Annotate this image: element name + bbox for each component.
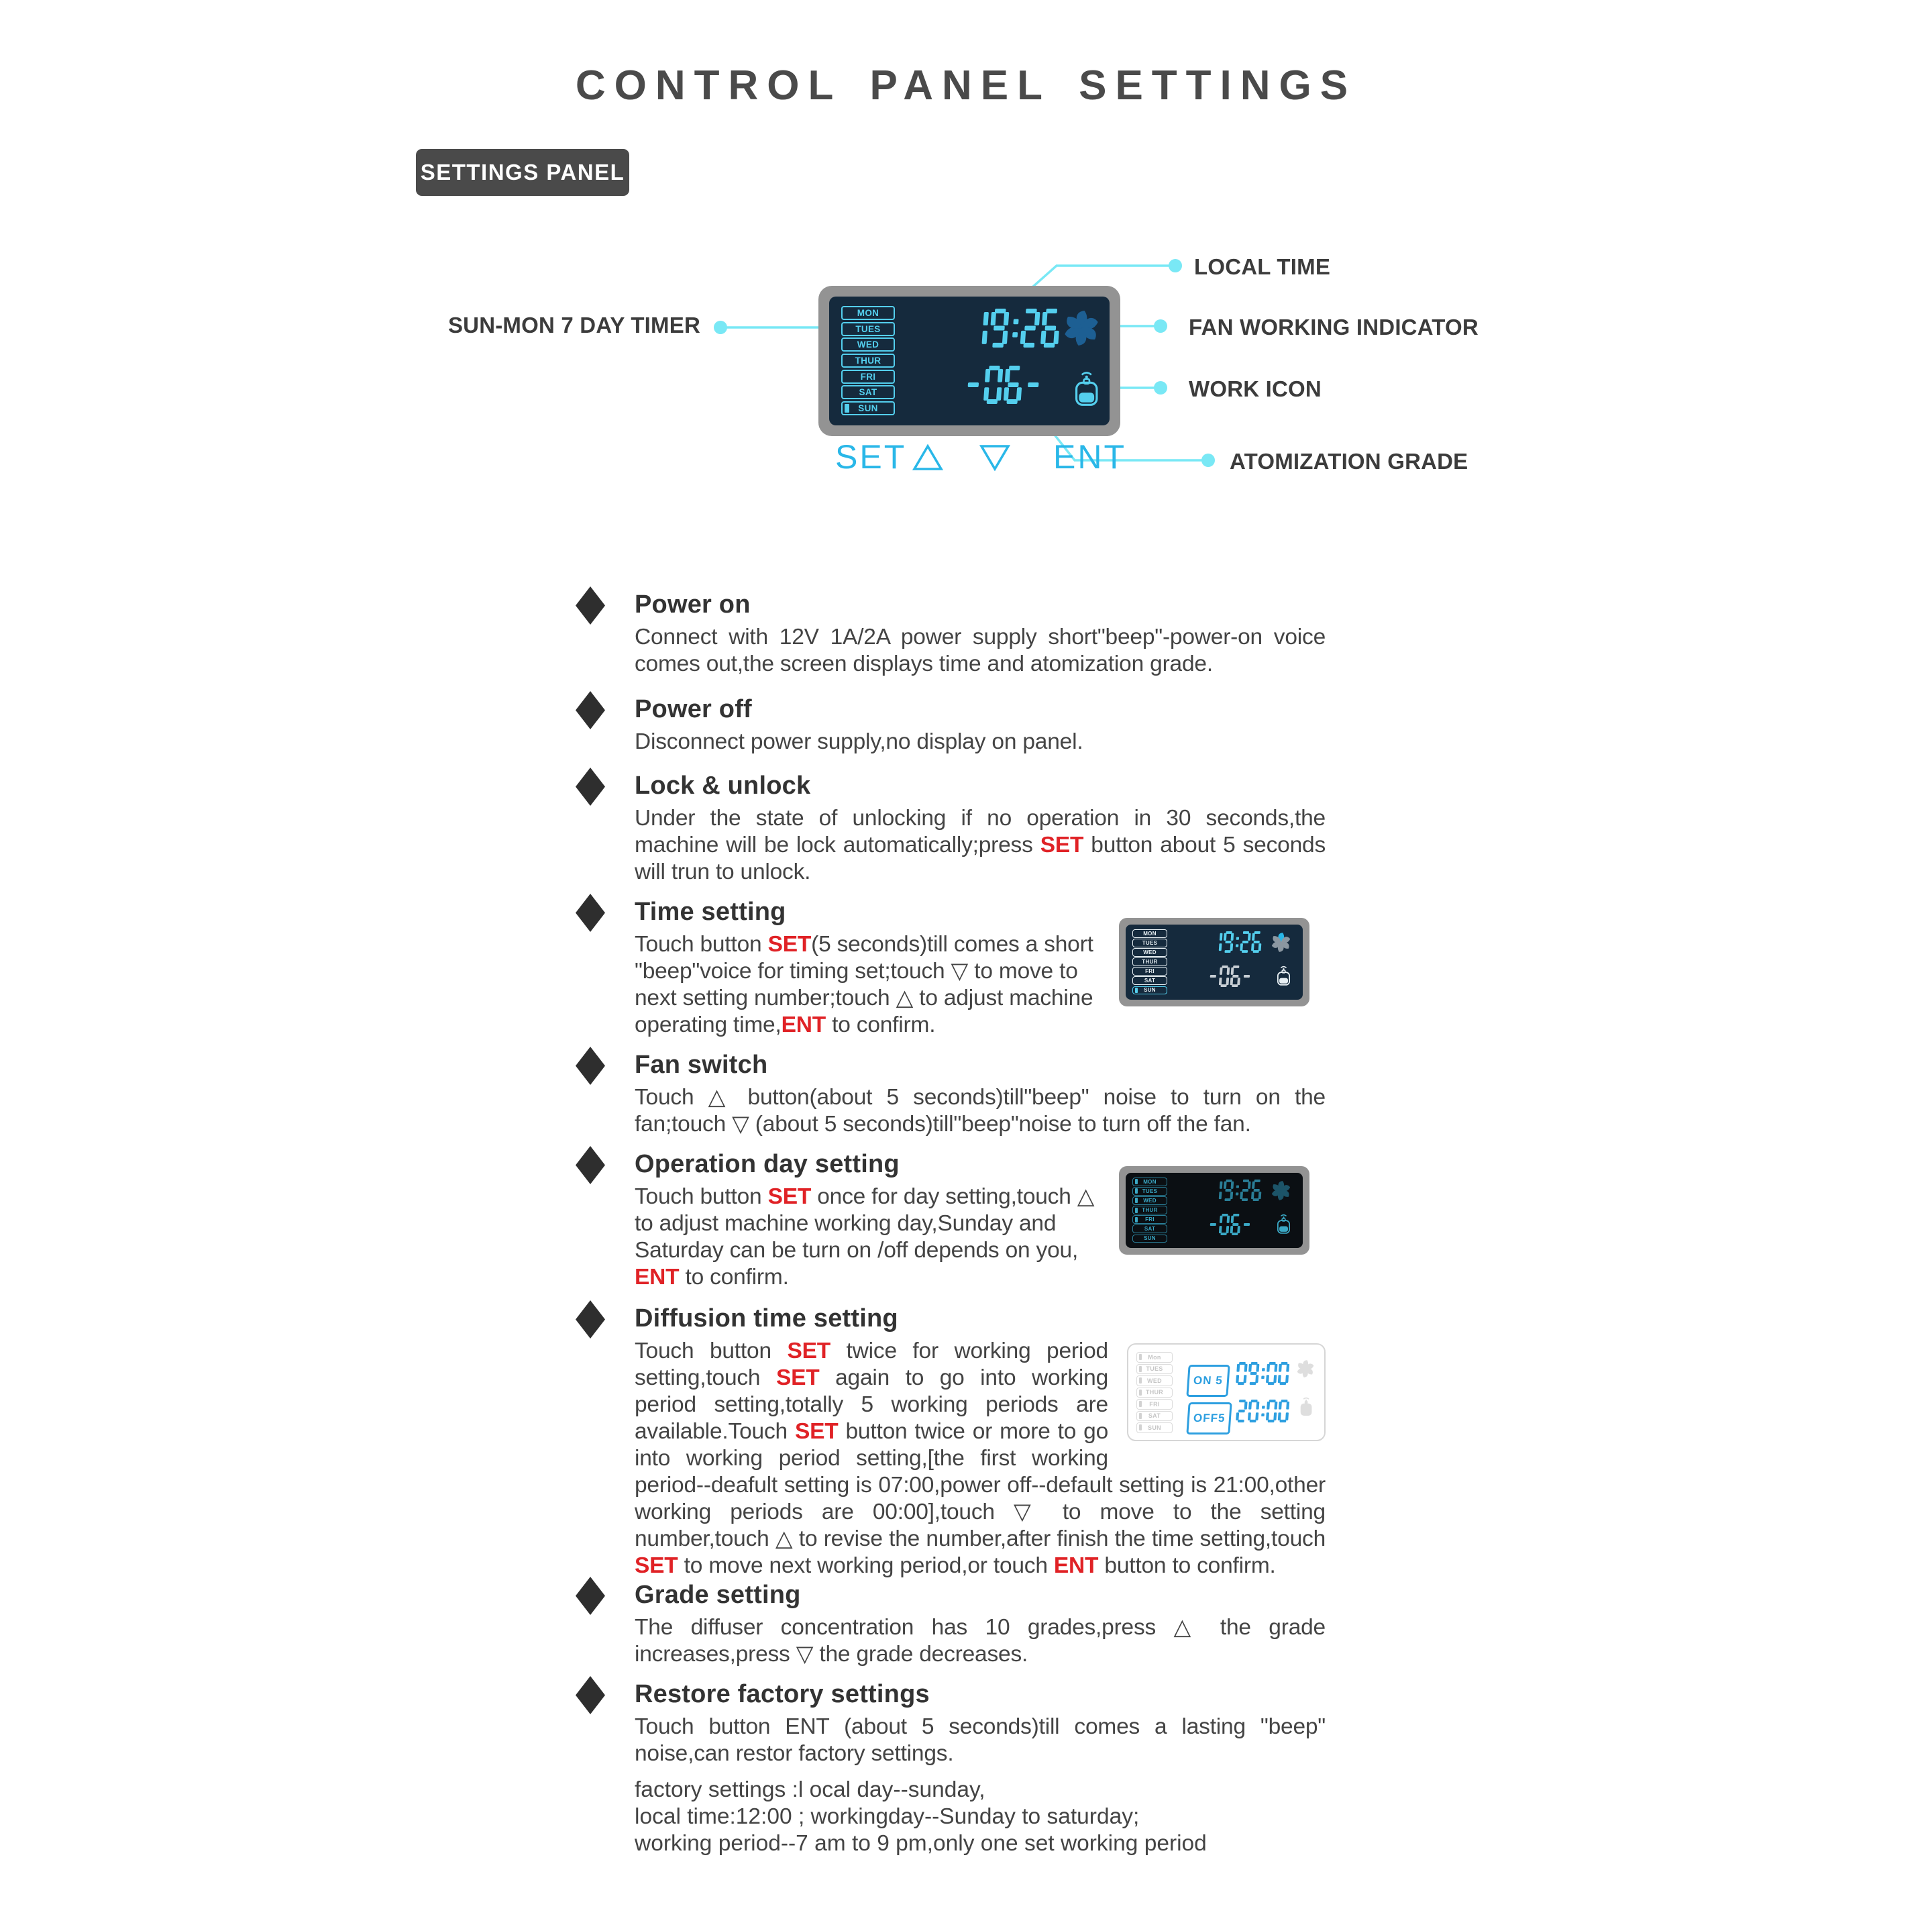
fan-working-indicator: [1271, 932, 1291, 953]
factory-note-line: local time:12:00 ; workingday--Sunday to saturday;: [635, 1804, 1140, 1829]
diamond-bullet: [576, 894, 605, 932]
day-box-sun: [1132, 986, 1167, 995]
local-time-digits: [1212, 931, 1265, 953]
fan-icon: [1296, 1359, 1315, 1378]
diamond-bullet: [576, 1300, 605, 1339]
work-icon-wrap: [1275, 964, 1293, 986]
body-text: to move next working period,or touch: [678, 1553, 1054, 1578]
lcd-panel-main: [818, 286, 1120, 436]
section-body: [635, 931, 1097, 1039]
body-text: Touch button: [635, 1184, 768, 1209]
work-icon-wrap: [1275, 1212, 1293, 1235]
section-body: [635, 1714, 1326, 1767]
day-active-square: [1139, 1354, 1142, 1360]
label-local-time: LOCAL TIME: [1194, 254, 1331, 279]
work-icon: [1071, 368, 1103, 407]
red-keyword: SET: [775, 1365, 820, 1390]
grade-digits: [1208, 966, 1254, 987]
diamond-bullet: [576, 1146, 605, 1184]
day-label: WED: [1143, 1197, 1157, 1204]
day-timer-column: [1136, 1352, 1173, 1433]
section-lock-unlock: [635, 772, 1326, 886]
day-label: TUES: [1146, 1365, 1163, 1373]
fan-working-indicator: [1296, 1359, 1315, 1378]
diamond-bullet: [576, 691, 605, 729]
up-triangle-button: [912, 444, 943, 471]
fan-icon: [1271, 1180, 1291, 1201]
settings-panel-badge: SETTINGS PANEL: [416, 149, 629, 196]
red-keyword: SET: [767, 932, 812, 957]
day-label: Mon: [1148, 1353, 1161, 1361]
red-keyword: SET: [787, 1339, 830, 1363]
day-active-square: [1139, 1366, 1142, 1372]
day-active-square: [1139, 1390, 1142, 1396]
body-text: Touch button: [635, 932, 768, 957]
work-icon-wrap: [1071, 368, 1103, 407]
section-body: [635, 1614, 1326, 1668]
day-label: SAT: [1144, 1226, 1156, 1233]
callout-dot-timer: [714, 321, 727, 334]
day-label: WED: [1143, 949, 1157, 955]
body-text: button twice or more to go into working period setting,[the first working period--deafult setting is 07:00,power off--default setting is 21:00,other working periods are 00:00],touch ▽ to move to the setting number,touch △ to revise the number,after finish the time setting,touch: [635, 1419, 1326, 1551]
day-label: WED: [857, 340, 879, 350]
section-body: [635, 624, 1326, 678]
day-label: FRI: [1145, 968, 1155, 975]
day-box-thur: [841, 354, 895, 368]
diamond-bullet: [576, 1577, 605, 1615]
body-text: Touch button: [635, 1339, 788, 1363]
day-active-square: [1139, 1377, 1142, 1384]
label-fan-working-indicator: FAN WORKING INDICATOR: [1189, 315, 1479, 340]
day-label: MON: [1143, 930, 1157, 937]
day-active-square: [1139, 1401, 1142, 1407]
day-label: TUES: [855, 323, 881, 334]
section-heading: Lock & unlock: [635, 772, 811, 800]
day-active-square: [845, 404, 849, 413]
atomization-grade-display: [1208, 966, 1254, 987]
day-box-sun: [1136, 1422, 1173, 1433]
day-label: WED: [1147, 1377, 1162, 1384]
label-atomization-grade: ATOMIZATION GRADE: [1230, 449, 1468, 474]
callout-dot-fan: [1154, 319, 1167, 333]
red-keyword: SET: [635, 1553, 678, 1578]
period-time-digits: [1236, 1362, 1292, 1385]
day-box-wed: [1132, 1196, 1167, 1205]
day-label: SUN: [1144, 987, 1156, 994]
factory-settings-note: [635, 1777, 1207, 1857]
day-active-square: [1135, 1198, 1138, 1203]
local-time-display: [1212, 1180, 1265, 1201]
day-label: FRI: [1145, 1216, 1155, 1223]
factory-note-line: factory settings :l ocal day--sunday,: [635, 1777, 985, 1802]
local-time-digits: [969, 309, 1064, 348]
day-active-square: [1135, 1208, 1138, 1213]
period-time-display: [1236, 1400, 1292, 1422]
period-time-display: [1236, 1362, 1292, 1385]
period-time-digits: [1236, 1400, 1292, 1422]
control-panel-illustration: [818, 286, 1120, 436]
red-keyword: ENT: [635, 1265, 680, 1290]
body-text: Under the state of unlocking if no operation in 30 seconds,the machine will be lock automatically;press: [635, 806, 1326, 857]
day-active-square: [1135, 1179, 1138, 1184]
section-body: [635, 805, 1326, 886]
day-label: FRI: [860, 371, 876, 382]
day-label: THUR: [855, 356, 881, 366]
day-box-sun: [841, 401, 895, 415]
set-button: SET: [835, 438, 907, 476]
day-active-square: [1135, 988, 1138, 993]
red-keyword: ENT: [1053, 1553, 1099, 1578]
section-grade-setting: [635, 1581, 1326, 1668]
section-restore: [635, 1680, 1326, 1767]
fan-icon: [1271, 932, 1291, 953]
period-badge: ON 5: [1186, 1365, 1230, 1397]
section-fan-switch: [635, 1051, 1326, 1138]
body-text: Touch △ button(about 5 seconds)till"beep" noise to turn on the fan;touch ▽ (about 5 seconds)till"beep"noise to turn off the fan.: [635, 1085, 1326, 1137]
day-box-fri: [1132, 1215, 1167, 1224]
diamond-bullet: [576, 586, 605, 625]
section-heading: Operation day setting: [635, 1150, 900, 1178]
day-label: SUN: [858, 403, 878, 414]
section-diffusion-time: [635, 1304, 1326, 1579]
work-icon: [1275, 964, 1293, 986]
day-active-square: [1135, 1217, 1138, 1222]
section-heading: Restore factory settings: [635, 1680, 930, 1708]
section-heading: Diffusion time setting: [635, 1304, 898, 1333]
section-heading: Grade setting: [635, 1581, 801, 1609]
diamond-bullet: [576, 1047, 605, 1085]
ent-button: ENT: [1053, 438, 1126, 476]
callout-dot-local-time: [1169, 259, 1182, 272]
body-text: Touch button ENT (about 5 seconds)till comes a lasting "beep" noise,can restor factory settings.: [635, 1714, 1326, 1766]
day-label: SUN: [1144, 1235, 1156, 1242]
body-text: to confirm.: [679, 1265, 789, 1290]
red-keyword: SET: [794, 1419, 839, 1444]
body-text: to confirm.: [826, 1012, 936, 1037]
day-active-square: [1135, 1188, 1138, 1194]
day-label: THUR: [1142, 1207, 1158, 1214]
day-box-thur: [1132, 957, 1167, 966]
day-box-fri: [1132, 967, 1167, 976]
day-label: SAT: [1144, 978, 1156, 984]
callout-dot-atomization: [1201, 454, 1215, 467]
day-label: SUN: [1148, 1424, 1161, 1431]
body-text: (5 seconds)till comes a short "beep"voice for timing set;touch ▽ to move to next setting number;touch △ to adjust machine operating time,: [635, 932, 1093, 1037]
day-box-thur: [1132, 1206, 1167, 1214]
day-label: SAT: [1148, 1412, 1161, 1420]
red-keyword: SET: [767, 1184, 812, 1209]
fan-working-indicator: [1271, 1180, 1291, 1201]
day-active-square: [1139, 1413, 1142, 1419]
section-heading: Fan switch: [635, 1051, 768, 1079]
section-heading: Power off: [635, 695, 752, 723]
day-label: THUR: [1142, 959, 1158, 966]
body-text: again to go into working period setting,totally 5 working periods are available.Touch: [635, 1365, 1108, 1444]
day-timer-column: [1132, 1178, 1167, 1243]
lcd-panel-diffusion: [1127, 1343, 1326, 1441]
diamond-bullet: [576, 1676, 605, 1714]
body-text: The diffuser concentration has 10 grades,press △ the grade increases,press ▽ the grade decreases.: [635, 1615, 1326, 1667]
section-body: [635, 1084, 1326, 1138]
page-title: CONTROL PANEL SETTINGS: [575, 62, 1357, 109]
atomization-grade-display: [1208, 1214, 1254, 1235]
day-box-sat: [1132, 1224, 1167, 1233]
day-label: MON: [1143, 1178, 1157, 1185]
section-body: [635, 1338, 1326, 1579]
body-text: button about 5 seconds will trun to unlock.: [635, 833, 1326, 884]
day-label: TUES: [1142, 1188, 1158, 1194]
day-box-wed: [841, 337, 895, 352]
section-body: [635, 729, 1326, 755]
day-box-fri: [841, 370, 895, 384]
day-label: FRI: [1149, 1400, 1160, 1408]
section-power-off: [635, 695, 1326, 755]
day-box-sun: [1132, 1235, 1167, 1243]
label-work-icon: WORK ICON: [1189, 376, 1322, 401]
callout-dot-work: [1154, 381, 1167, 395]
day-label: MON: [857, 308, 879, 318]
section-power-on: [635, 590, 1326, 678]
work-icon-wrap: [1297, 1396, 1315, 1417]
day-label: SAT: [859, 387, 877, 398]
local-time-display: [1212, 931, 1265, 953]
day-box-sat: [841, 385, 895, 399]
day-box-mon: [1132, 929, 1167, 938]
local-time-display: [969, 309, 1064, 348]
section-heading: Time setting: [635, 898, 786, 926]
fan-working-indicator: [1063, 309, 1100, 347]
fan-icon: [1063, 309, 1100, 347]
day-box-tues: [1132, 939, 1167, 947]
grade-digits: [963, 366, 1046, 404]
day-label: TUES: [1142, 939, 1158, 946]
body-text: once for day setting,touch △ to adjust machine working day,Sunday and Saturday can be turn on /off depends on you,: [635, 1184, 1095, 1263]
section-body: [635, 1184, 1097, 1291]
day-box-tues: [841, 322, 895, 336]
day-box-mon: [841, 306, 895, 320]
local-time-digits: [1212, 1180, 1265, 1201]
body-text: twice for working period setting,touch: [635, 1339, 1108, 1390]
period-badge: OFF5: [1186, 1402, 1232, 1434]
work-icon: [1297, 1396, 1315, 1417]
day-timer-column: [1132, 929, 1167, 994]
label-sun-mon-timer: SUN-MON 7 DAY TIMER: [447, 313, 700, 337]
down-triangle-button: [979, 444, 1010, 471]
factory-note-line: working period--7 am to 9 pm,only one set working period: [635, 1831, 1207, 1856]
section-operation-day: [635, 1150, 1326, 1291]
body-text: Disconnect power supply,no display on panel.: [635, 729, 1083, 754]
section-time-setting: [635, 898, 1326, 1039]
body-text: button to confirm.: [1098, 1553, 1276, 1578]
day-timer-column: [841, 306, 895, 415]
body-text: Connect with 12V 1A/2A power supply short"beep"-power-on voice comes out,the screen displays time and atomization grade.: [635, 625, 1326, 676]
red-keyword: ENT: [781, 1012, 826, 1037]
day-box-mon: [1132, 1178, 1167, 1186]
lcd-panel-time-setting: [1119, 918, 1309, 1006]
lcd-panel-operation-day: [1119, 1166, 1309, 1255]
day-active-square: [1139, 1424, 1142, 1430]
day-box-tues: [1132, 1187, 1167, 1196]
day-label: THUR: [1145, 1389, 1164, 1396]
atomization-grade-display: [963, 366, 1046, 404]
section-heading: Power on: [635, 590, 751, 619]
work-icon: [1275, 1212, 1293, 1235]
grade-digits: [1208, 1214, 1254, 1235]
red-keyword: SET: [1040, 833, 1084, 857]
day-box-wed: [1132, 948, 1167, 957]
diamond-bullet: [576, 768, 605, 806]
day-box-sat: [1132, 976, 1167, 985]
